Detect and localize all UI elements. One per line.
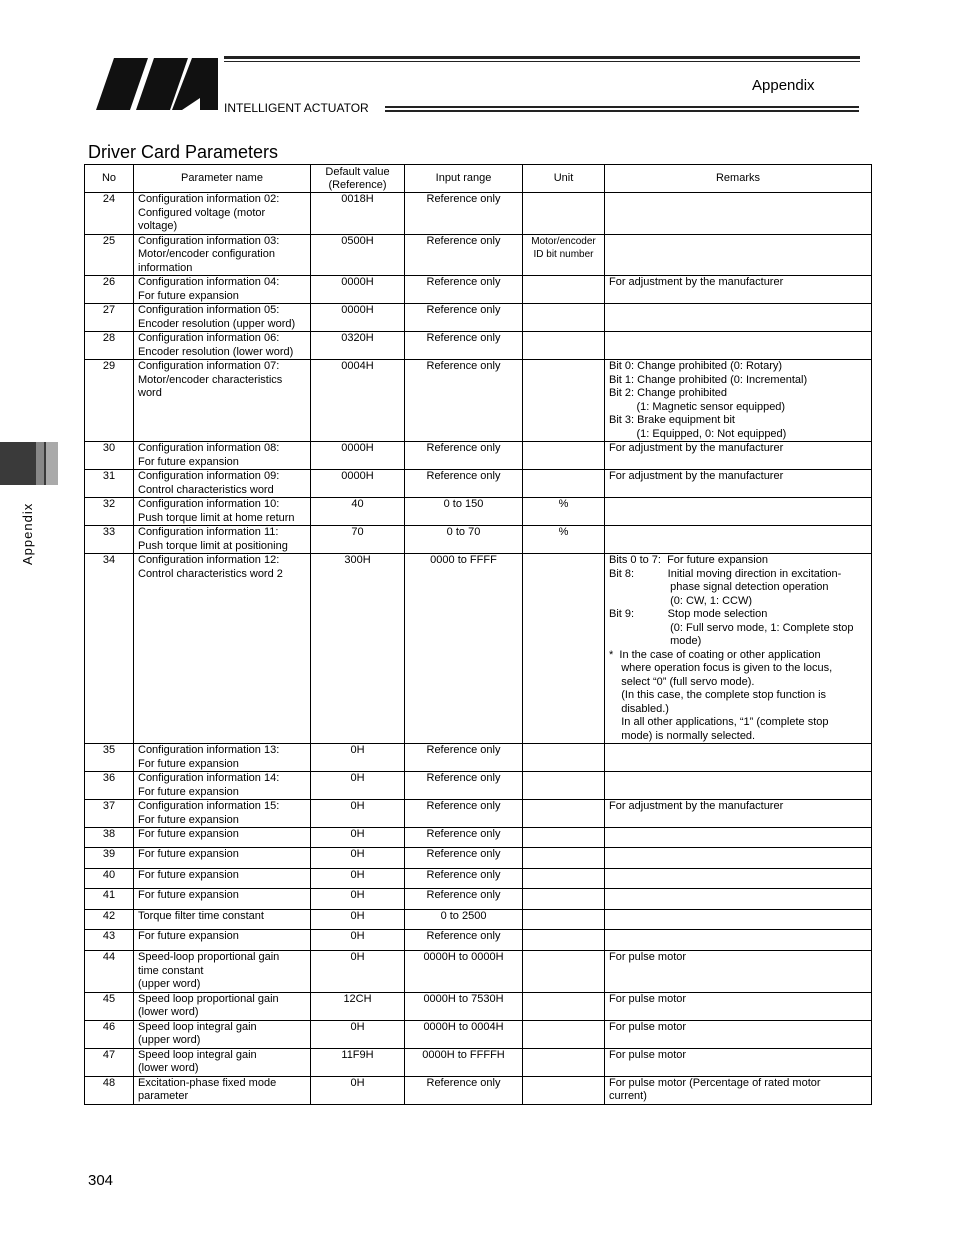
cell-no: 27 xyxy=(85,304,134,332)
cell-parameter-name: Speed loop integral gain (upper word) xyxy=(134,1020,311,1048)
cell-input-range: Reference only xyxy=(405,470,523,498)
cell-parameter-name: Configuration information 14: For future expansion xyxy=(134,772,311,800)
section-label: Appendix xyxy=(752,77,815,94)
cell-parameter-name: For future expansion xyxy=(134,828,311,848)
cell-default-value: 0320H xyxy=(311,332,405,360)
cell-unit xyxy=(523,744,605,772)
cell-input-range: 0 to 2500 xyxy=(405,910,523,930)
cell-unit xyxy=(523,930,605,951)
cell-parameter-name: Configuration information 04: For future expansion xyxy=(134,276,311,304)
table-row xyxy=(85,869,872,889)
cell-no: 41 xyxy=(85,889,134,910)
cell-unit: % xyxy=(523,526,605,554)
table-row xyxy=(85,276,872,304)
cell-default-value: 0000H xyxy=(311,470,405,498)
cell-default-value: 0H xyxy=(311,1076,405,1104)
cell-input-range: 0000H to FFFFH xyxy=(405,1048,523,1076)
col-header-unit: Unit xyxy=(523,165,605,193)
cell-parameter-name: Torque filter time constant xyxy=(134,910,311,930)
cell-default-value: 12CH xyxy=(311,992,405,1020)
cell-remarks: Bit 0: Change prohibited (0: Rotary) Bit 1: Change prohibited (0: Incremental) Bit 2: Change prohibited (1: Magnetic sensor equipped) Bit 3: Brake equipment bit (1: Equipped, 0: Not equipped) xyxy=(605,360,872,442)
cell-input-range: Reference only xyxy=(405,930,523,951)
page-title: Driver Card Parameters xyxy=(88,142,279,162)
cell-default-value: 70 xyxy=(311,526,405,554)
cell-unit xyxy=(523,772,605,800)
cell-remarks xyxy=(605,234,872,276)
cell-input-range: 0000H to 0004H xyxy=(405,1020,523,1048)
cell-no: 35 xyxy=(85,744,134,772)
cell-input-range: Reference only xyxy=(405,234,523,276)
cell-remarks xyxy=(605,772,872,800)
cell-parameter-name: For future expansion xyxy=(134,869,311,889)
cell-no: 24 xyxy=(85,193,134,235)
table-row xyxy=(85,470,872,498)
cell-default-value: 0H xyxy=(311,910,405,930)
cell-unit xyxy=(523,304,605,332)
cell-no: 30 xyxy=(85,442,134,470)
table-row xyxy=(85,360,872,442)
cell-remarks: For pulse motor xyxy=(605,1048,872,1076)
cell-no: 42 xyxy=(85,910,134,930)
cell-remarks xyxy=(605,930,872,951)
cell-input-range: Reference only xyxy=(405,1076,523,1104)
header-rule-bottom xyxy=(385,106,859,108)
cell-parameter-name: Configuration information 06: Encoder resolution (lower word) xyxy=(134,332,311,360)
cell-input-range: 0000 to FFFF xyxy=(405,554,523,744)
cell-default-value: 0018H xyxy=(311,193,405,235)
cell-input-range: 0000H to 7530H xyxy=(405,992,523,1020)
table-row xyxy=(85,800,872,828)
cell-remarks: For adjustment by the manufacturer xyxy=(605,470,872,498)
table-row xyxy=(85,498,872,526)
table-header-row xyxy=(85,165,872,193)
cell-parameter-name: Speed-loop proportional gain time constant (upper word) xyxy=(134,951,311,993)
cell-default-value: 0004H xyxy=(311,360,405,442)
table-row xyxy=(85,304,872,332)
cell-remarks xyxy=(605,193,872,235)
cell-no: 31 xyxy=(85,470,134,498)
cell-no: 33 xyxy=(85,526,134,554)
cell-remarks xyxy=(605,910,872,930)
cell-parameter-name: Excitation-phase fixed mode parameter xyxy=(134,1076,311,1104)
table-row xyxy=(85,332,872,360)
cell-no: 29 xyxy=(85,360,134,442)
cell-default-value: 11F9H xyxy=(311,1048,405,1076)
cell-unit xyxy=(523,889,605,910)
cell-input-range: Reference only xyxy=(405,828,523,848)
cell-unit xyxy=(523,848,605,869)
cell-parameter-name: Configuration information 13: For future expansion xyxy=(134,744,311,772)
col-header-default: Default value (Reference) xyxy=(311,165,405,193)
col-header-remarks: Remarks xyxy=(605,165,872,193)
table-row xyxy=(85,951,872,993)
cell-unit xyxy=(523,910,605,930)
cell-default-value: 0H xyxy=(311,869,405,889)
col-header-range: Input range xyxy=(405,165,523,193)
cell-unit xyxy=(523,554,605,744)
cell-no: 34 xyxy=(85,554,134,744)
cell-unit xyxy=(523,332,605,360)
cell-no: 26 xyxy=(85,276,134,304)
cell-parameter-name: For future expansion xyxy=(134,889,311,910)
cell-unit xyxy=(523,442,605,470)
cell-remarks: For pulse motor xyxy=(605,951,872,993)
cell-input-range: Reference only xyxy=(405,304,523,332)
cell-input-range: Reference only xyxy=(405,442,523,470)
cell-default-value: 0H xyxy=(311,848,405,869)
table-row xyxy=(85,910,872,930)
table-row xyxy=(85,930,872,951)
cell-no: 47 xyxy=(85,1048,134,1076)
cell-no: 25 xyxy=(85,234,134,276)
table-row xyxy=(85,848,872,869)
cell-parameter-name: Configuration information 08: For future expansion xyxy=(134,442,311,470)
iai-logo xyxy=(96,58,220,112)
cell-no: 32 xyxy=(85,498,134,526)
cell-parameter-name: Configuration information 05: Encoder resolution (upper word) xyxy=(134,304,311,332)
table-row xyxy=(85,889,872,910)
cell-no: 38 xyxy=(85,828,134,848)
cell-remarks xyxy=(605,744,872,772)
cell-parameter-name: Configuration information 12: Control characteristics word 2 xyxy=(134,554,311,744)
cell-unit xyxy=(523,992,605,1020)
cell-parameter-name: Configuration information 03: Motor/encoder configuration information xyxy=(134,234,311,276)
cell-parameter-name: Configuration information 02: Configured voltage (motor voltage) xyxy=(134,193,311,235)
cell-unit: % xyxy=(523,498,605,526)
cell-unit xyxy=(523,1076,605,1104)
cell-input-range: 0 to 150 xyxy=(405,498,523,526)
side-tab-marker xyxy=(0,442,58,485)
cell-input-range: Reference only xyxy=(405,772,523,800)
cell-default-value: 0H xyxy=(311,1020,405,1048)
table-row xyxy=(85,193,872,235)
cell-remarks xyxy=(605,332,872,360)
cell-unit xyxy=(523,470,605,498)
cell-default-value: 300H xyxy=(311,554,405,744)
table-row xyxy=(85,526,872,554)
cell-default-value: 0H xyxy=(311,800,405,828)
cell-input-range: Reference only xyxy=(405,889,523,910)
cell-no: 44 xyxy=(85,951,134,993)
cell-remarks: For pulse motor xyxy=(605,1020,872,1048)
cell-input-range: 0 to 70 xyxy=(405,526,523,554)
cell-default-value: 0H xyxy=(311,772,405,800)
table-row xyxy=(85,554,872,744)
cell-parameter-name: For future expansion xyxy=(134,848,311,869)
table-row xyxy=(85,744,872,772)
cell-parameter-name: For future expansion xyxy=(134,930,311,951)
cell-input-range: Reference only xyxy=(405,744,523,772)
header-rule-top-thin xyxy=(224,61,860,62)
cell-unit xyxy=(523,951,605,993)
cell-parameter-name: Configuration information 15: For future expansion xyxy=(134,800,311,828)
cell-remarks: For adjustment by the manufacturer xyxy=(605,276,872,304)
cell-remarks xyxy=(605,869,872,889)
cell-unit xyxy=(523,869,605,889)
cell-remarks xyxy=(605,828,872,848)
cell-no: 43 xyxy=(85,930,134,951)
cell-input-range: Reference only xyxy=(405,332,523,360)
header-rule-top xyxy=(224,56,860,59)
cell-no: 40 xyxy=(85,869,134,889)
table-row xyxy=(85,1048,872,1076)
table-row xyxy=(85,992,872,1020)
cell-input-range: Reference only xyxy=(405,360,523,442)
cell-default-value: 0H xyxy=(311,930,405,951)
cell-parameter-name: Speed loop proportional gain (lower word) xyxy=(134,992,311,1020)
cell-no: 28 xyxy=(85,332,134,360)
cell-input-range: Reference only xyxy=(405,276,523,304)
side-tab-label: Appendix xyxy=(20,502,35,565)
cell-input-range: Reference only xyxy=(405,848,523,869)
cell-no: 45 xyxy=(85,992,134,1020)
cell-default-value: 40 xyxy=(311,498,405,526)
cell-unit xyxy=(523,800,605,828)
company-name: INTELLIGENT ACTUATOR xyxy=(224,101,369,115)
cell-remarks: For pulse motor (Percentage of rated motor current) xyxy=(605,1076,872,1104)
cell-no: 48 xyxy=(85,1076,134,1104)
cell-input-range: Reference only xyxy=(405,869,523,889)
cell-remarks xyxy=(605,526,872,554)
col-header-name: Parameter name xyxy=(134,165,311,193)
cell-default-value: 0000H xyxy=(311,442,405,470)
cell-input-range: Reference only xyxy=(405,800,523,828)
cell-input-range: Reference only xyxy=(405,193,523,235)
cell-no: 39 xyxy=(85,848,134,869)
cell-remarks: For pulse motor xyxy=(605,992,872,1020)
cell-no: 36 xyxy=(85,772,134,800)
table-row xyxy=(85,828,872,848)
cell-unit xyxy=(523,360,605,442)
table-row xyxy=(85,1076,872,1104)
cell-unit xyxy=(523,828,605,848)
table-row xyxy=(85,1020,872,1048)
header-rule-bottom-2 xyxy=(385,110,859,112)
cell-remarks xyxy=(605,304,872,332)
cell-remarks: For adjustment by the manufacturer xyxy=(605,442,872,470)
cell-unit xyxy=(523,1048,605,1076)
cell-parameter-name: Speed loop integral gain (lower word) xyxy=(134,1048,311,1076)
cell-remarks xyxy=(605,848,872,869)
cell-unit xyxy=(523,1020,605,1048)
cell-default-value: 0000H xyxy=(311,276,405,304)
cell-no: 37 xyxy=(85,800,134,828)
table-row xyxy=(85,772,872,800)
cell-default-value: 0500H xyxy=(311,234,405,276)
cell-default-value: 0H xyxy=(311,744,405,772)
cell-unit: Motor/encoder ID bit number xyxy=(523,234,605,276)
driver-card-parameters-table xyxy=(84,164,872,1105)
cell-parameter-name: Configuration information 09: Control characteristics word xyxy=(134,470,311,498)
cell-parameter-name: Configuration information 07: Motor/encoder characteristics word xyxy=(134,360,311,442)
page-number: 304 xyxy=(88,1172,114,1189)
cell-parameter-name: Configuration information 10: Push torque limit at home return xyxy=(134,498,311,526)
cell-default-value: 0H xyxy=(311,828,405,848)
table-row xyxy=(85,442,872,470)
cell-unit xyxy=(523,276,605,304)
cell-input-range: 0000H to 0000H xyxy=(405,951,523,993)
cell-remarks xyxy=(605,498,872,526)
cell-unit xyxy=(523,193,605,235)
cell-default-value: 0H xyxy=(311,889,405,910)
cell-parameter-name: Configuration information 11: Push torque limit at positioning xyxy=(134,526,311,554)
col-header-no: No xyxy=(85,165,134,193)
table-row xyxy=(85,234,872,276)
cell-remarks: Bits 0 to 7: For future expansion Bit 8: Initial moving direction in excitation- phase signal detection operation (0: CW, 1: CCW) Bit 9: Stop mode selection (0: Full servo mode, 1: Complete stop mode) * In the case of coating or other application where operation focus is given to the locus, select “0” (full servo mode). (In this case, the complete stop function is disabled.) In all other applications, “1” (complete stop mode) is normally selected. xyxy=(605,554,872,744)
cell-default-value: 0H xyxy=(311,951,405,993)
cell-default-value: 0000H xyxy=(311,304,405,332)
cell-remarks xyxy=(605,889,872,910)
cell-remarks: For adjustment by the manufacturer xyxy=(605,800,872,828)
cell-no: 46 xyxy=(85,1020,134,1048)
